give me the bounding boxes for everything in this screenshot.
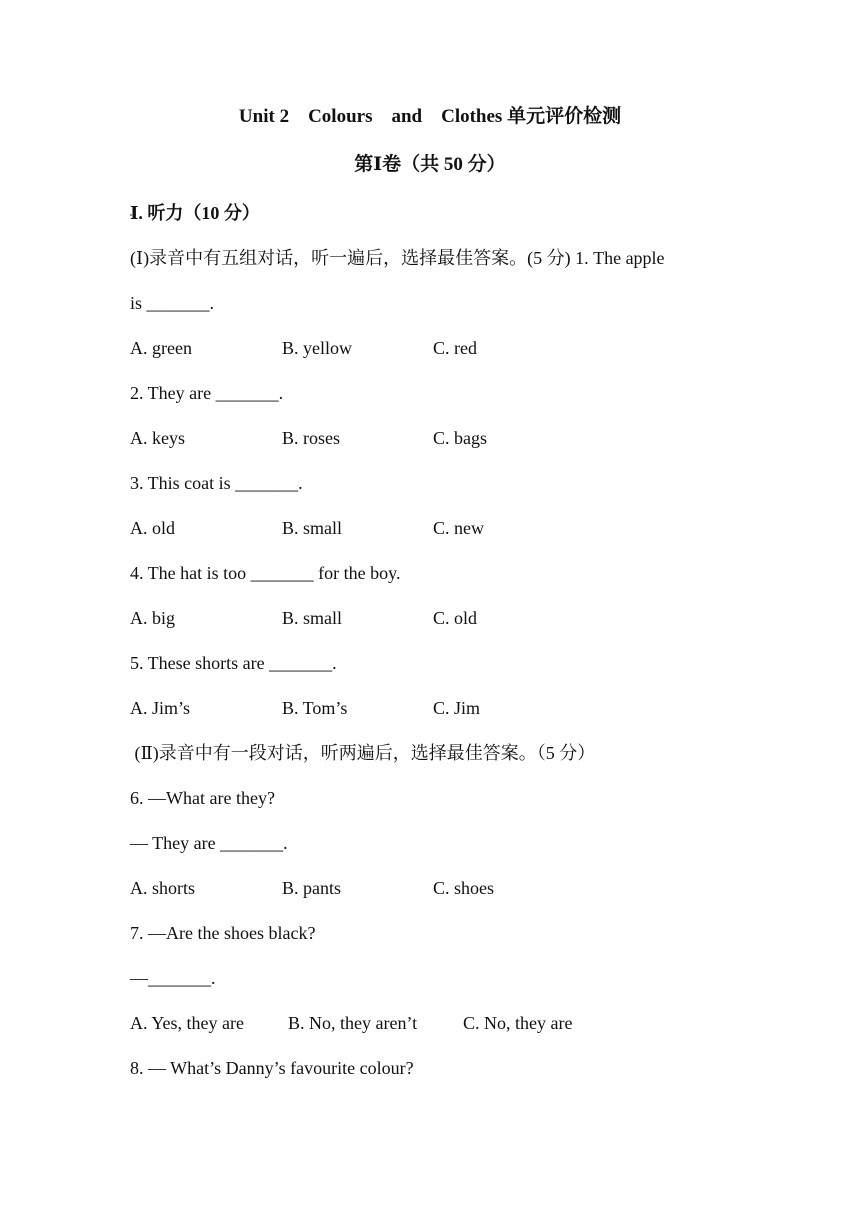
question-1-options — [130, 335, 750, 361]
option-b: B. Tom’s — [282, 698, 348, 718]
question-6-stem: 6. —What are they? — [130, 788, 275, 808]
question-4-stem: 4. The hat is too _______ for the boy. — [130, 563, 401, 583]
question-7-options — [130, 1010, 750, 1036]
question-4-options — [130, 605, 750, 631]
question-7-stem: 7. —Are the shoes black? — [130, 923, 316, 943]
option-a: A. keys — [130, 428, 185, 448]
option-b: B. small — [282, 608, 343, 628]
option-a: A. shorts — [130, 878, 196, 898]
option-c: C. Jim — [433, 698, 481, 718]
option-a: A. old — [130, 518, 175, 538]
option-c: C. shoes — [433, 878, 495, 898]
option-b: B. pants — [282, 878, 342, 898]
option-a: A. Jim’s — [130, 698, 191, 718]
question-3-options — [130, 515, 750, 541]
option-c: C. No, they are — [463, 1013, 573, 1033]
option-a: A. green — [130, 338, 192, 358]
page-title: Unit 2 Colours and Clothes 单元评价检测 — [238, 106, 622, 127]
question-6-options — [130, 875, 750, 901]
question-2-options — [130, 425, 750, 451]
question-5-options — [130, 695, 750, 721]
option-a: A. Yes, they are — [130, 1013, 244, 1033]
question-2-stem: 2. They are _______. — [130, 383, 284, 403]
option-b: B. No, they aren’t — [288, 1013, 418, 1033]
section-heading-listening: Ⅰ. 听力（10 分） — [130, 203, 260, 223]
option-b: B. roses — [282, 428, 340, 448]
part1-instructions: (Ⅰ)录音中有五组对话，听一遍后，选择最佳答案。(5 分) 1. The apple — [130, 248, 665, 268]
question-1-stem: is _______. — [130, 293, 215, 313]
option-c: C. new — [433, 518, 484, 538]
option-c: C. bags — [433, 428, 487, 448]
option-c: C. red — [433, 338, 477, 358]
part2-instructions: (Ⅱ)录音中有一段对话，听两遍后，选择最佳答案。（5 分） — [130, 743, 596, 763]
question-8-stem: 8. — What’s Danny’s favourite colour? — [130, 1058, 414, 1078]
paper-part-title: 第Ⅰ卷（共 50 分） — [354, 154, 506, 175]
question-5-stem: 5. These shorts are _______. — [130, 653, 337, 673]
option-c: C. old — [433, 608, 478, 628]
option-a: A. big — [130, 608, 175, 628]
question-6-response: — They are _______. — [130, 833, 288, 853]
option-b: B. small — [282, 518, 343, 538]
question-7-response: —_______. — [130, 968, 216, 988]
question-3-stem: 3. This coat is _______. — [130, 473, 303, 493]
option-b: B. yellow — [282, 338, 352, 358]
